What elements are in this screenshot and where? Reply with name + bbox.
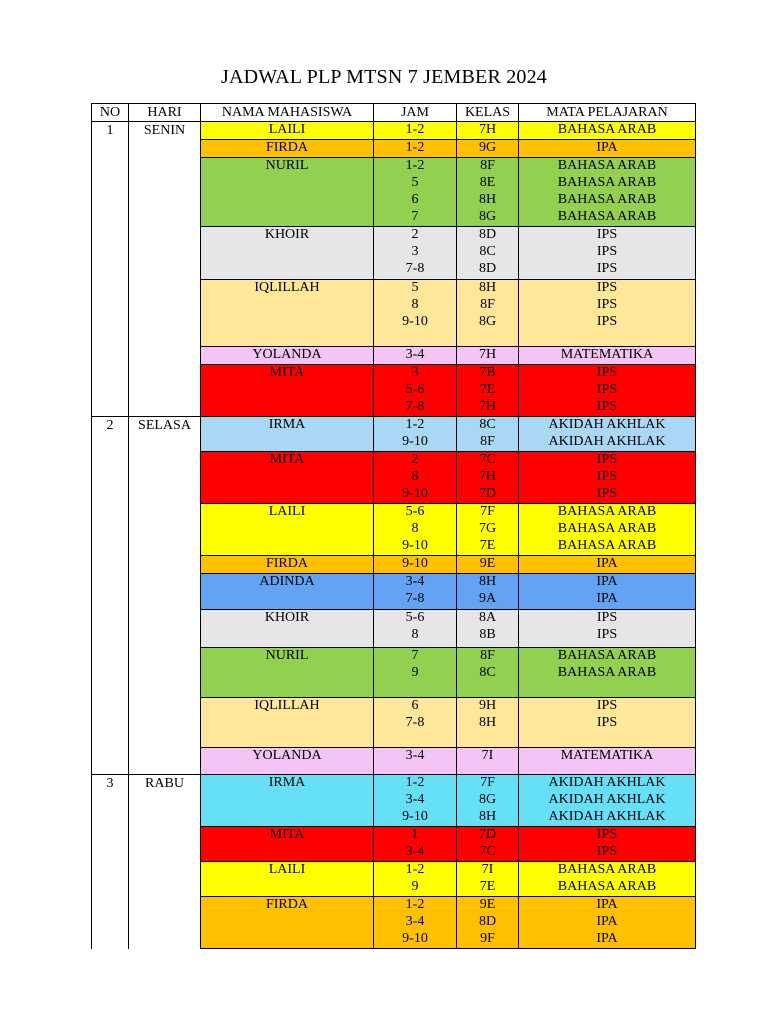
day-number: 2: [106, 418, 114, 433]
kelas-value: 8D: [478, 261, 497, 276]
mata-pelajaran-value: AKIDAH AKHLAK: [548, 792, 666, 807]
day-number-cell: [92, 417, 129, 775]
schedule-body: [92, 122, 696, 949]
kelas-value: 8F: [480, 648, 495, 663]
kelas-value: 8F: [480, 158, 495, 173]
kelas-value: 8H: [478, 192, 497, 207]
student-name-cell: [201, 556, 374, 574]
mata-pelajaran-value: AKIDAH AKHLAK: [548, 775, 666, 790]
kelas-cell: [457, 748, 519, 775]
kelas-value: 7H: [478, 122, 497, 137]
kelas-value: 7C: [479, 452, 496, 467]
jam-value: 1-2: [405, 775, 425, 790]
jam-value: 9-10: [402, 486, 428, 501]
mata-pelajaran-cell: [519, 748, 696, 775]
mata-pelajaran-cell: [519, 452, 696, 504]
jam-value: 5-6: [405, 610, 425, 625]
kelas-value: 8G: [478, 314, 497, 329]
student-name: IRMA: [268, 775, 306, 790]
student-name: MITA: [269, 365, 305, 380]
jam-cell: [374, 280, 457, 347]
mata-pelajaran-value: IPS: [596, 365, 618, 380]
mata-pelajaran-cell: [519, 227, 696, 280]
jam-value: 5-6: [405, 382, 425, 397]
student-name-cell: [201, 574, 374, 610]
mata-pelajaran-value: BAHASA ARAB: [557, 122, 657, 137]
student-name: KHOIR: [264, 610, 310, 625]
student-name-cell: [201, 504, 374, 556]
student-name: IQLILLAH: [254, 280, 320, 295]
kelas-cell: [457, 775, 519, 827]
mata-pelajaran-value: IPA: [596, 574, 618, 589]
jam-value: 2: [411, 227, 419, 242]
mata-pelajaran-value: IPA: [596, 914, 618, 929]
mata-pelajaran-cell: [519, 365, 696, 417]
mata-pelajaran-cell: [519, 504, 696, 556]
kelas-value: 9E: [479, 556, 496, 571]
jam-value: 5: [411, 280, 419, 295]
mata-pelajaran-value: IPS: [596, 610, 618, 625]
student-name-cell: [201, 748, 374, 775]
kelas-cell: [457, 648, 519, 698]
mata-pelajaran-value: BAHASA ARAB: [557, 504, 657, 519]
mata-pelajaran-cell: [519, 140, 696, 158]
student-name: LAILI: [268, 504, 306, 519]
jam-value: 1-2: [405, 140, 425, 155]
mata-pelajaran-value: IPS: [596, 698, 618, 713]
day-name-cell: [129, 775, 201, 949]
mata-pelajaran-cell: [519, 775, 696, 827]
jam-cell: [374, 574, 457, 610]
schedule-group-row: [92, 417, 696, 452]
mata-pelajaran-value: IPS: [596, 452, 618, 467]
kelas-value: 8E: [479, 175, 496, 190]
mata-pelajaran-cell: [519, 556, 696, 574]
mata-pelajaran-value: MATEMATIKA: [560, 347, 654, 362]
mata-pelajaran-value: IPS: [596, 382, 618, 397]
schedule-group-row: [92, 775, 696, 827]
mata-pelajaran-value: BAHASA ARAB: [557, 175, 657, 190]
kelas-cell: [457, 417, 519, 452]
student-name: NURIL: [265, 158, 309, 173]
jam-cell: [374, 417, 457, 452]
mata-pelajaran-cell: [519, 897, 696, 949]
jam-value: 9-10: [402, 931, 428, 946]
kelas-value: 7I: [481, 748, 494, 763]
jam-value: 2: [411, 452, 419, 467]
kelas-cell: [457, 556, 519, 574]
student-name: LAILI: [268, 122, 306, 137]
jam-cell: [374, 610, 457, 648]
header-no: NO: [92, 104, 129, 122]
mata-pelajaran-value: BAHASA ARAB: [557, 648, 657, 663]
student-name: IRMA: [268, 417, 306, 432]
jam-value: 1-2: [405, 897, 425, 912]
student-name-cell: [201, 648, 374, 698]
student-name-cell: [201, 610, 374, 648]
kelas-value: 9E: [479, 897, 496, 912]
kelas-value: 8B: [479, 627, 496, 642]
student-name-cell: [201, 280, 374, 347]
student-name-cell: [201, 698, 374, 748]
jam-value: 1: [411, 827, 419, 842]
mata-pelajaran-cell: [519, 827, 696, 862]
kelas-value: 7D: [478, 486, 497, 501]
jam-value: 8: [411, 297, 419, 312]
mata-pelajaran-value: IPS: [596, 244, 618, 259]
header-jam: JAM: [374, 104, 457, 122]
mata-pelajaran-value: AKIDAH AKHLAK: [548, 809, 666, 824]
student-name-cell: [201, 227, 374, 280]
mata-pelajaran-value: BAHASA ARAB: [557, 521, 657, 536]
kelas-value: 8C: [479, 244, 496, 259]
header-kelas: KELAS: [457, 104, 519, 122]
student-name-cell: [201, 452, 374, 504]
kelas-value: 8H: [478, 715, 497, 730]
kelas-cell: [457, 280, 519, 347]
kelas-cell: [457, 347, 519, 365]
mata-pelajaran-cell: [519, 648, 696, 698]
jam-cell: [374, 158, 457, 227]
kelas-value: 8D: [478, 914, 497, 929]
day-name: RABU: [145, 776, 184, 791]
kelas-value: 8F: [480, 434, 495, 449]
mata-pelajaran-value: IPS: [596, 844, 618, 859]
header-nama-mahasiswa: NAMA MAHASISWA: [201, 104, 374, 122]
jam-cell: [374, 122, 457, 140]
jam-value: 9: [411, 665, 419, 680]
mata-pelajaran-value: BAHASA ARAB: [557, 862, 657, 877]
kelas-cell: [457, 698, 519, 748]
mata-pelajaran-value: IPS: [596, 314, 618, 329]
jam-value: 8: [411, 521, 419, 536]
mata-pelajaran-cell: [519, 347, 696, 365]
kelas-value: 8C: [479, 665, 496, 680]
mata-pelajaran-value: IPA: [596, 897, 618, 912]
day-name-cell: [129, 417, 201, 775]
kelas-value: 9H: [478, 698, 497, 713]
table-header-row: [92, 104, 696, 122]
student-name: LAILI: [268, 862, 306, 877]
student-name-cell: [201, 347, 374, 365]
kelas-value: 8H: [478, 574, 497, 589]
mata-pelajaran-value: BAHASA ARAB: [557, 538, 657, 553]
mata-pelajaran-value: BAHASA ARAB: [557, 879, 657, 894]
kelas-value: 9G: [478, 140, 497, 155]
student-name-cell: [201, 158, 374, 227]
kelas-value: 7H: [478, 469, 497, 484]
kelas-value: 7E: [479, 879, 496, 894]
jam-cell: [374, 227, 457, 280]
mata-pelajaran-cell: [519, 574, 696, 610]
kelas-cell: [457, 862, 519, 897]
kelas-cell: [457, 365, 519, 417]
student-name: KHOIR: [264, 227, 310, 242]
kelas-value: 9F: [480, 931, 495, 946]
jam-cell: [374, 897, 457, 949]
student-name-cell: [201, 140, 374, 158]
jam-value: 3-4: [405, 914, 425, 929]
mata-pelajaran-cell: [519, 417, 696, 452]
mata-pelajaran-value: IPA: [596, 556, 618, 571]
day-name-cell: [129, 122, 201, 417]
kelas-value: 8H: [478, 280, 497, 295]
jam-value: 7-8: [405, 591, 425, 606]
kelas-value: 7E: [479, 538, 496, 553]
mata-pelajaran-value: AKIDAH AKHLAK: [548, 417, 666, 432]
jam-value: 9: [411, 879, 419, 894]
student-name: FIRDA: [265, 140, 308, 155]
kelas-cell: [457, 610, 519, 648]
jam-cell: [374, 698, 457, 748]
kelas-cell: [457, 574, 519, 610]
jam-value: 1-2: [405, 122, 425, 137]
jam-value: 3: [411, 365, 419, 380]
student-name-cell: [201, 417, 374, 452]
jam-value: 7-8: [405, 399, 425, 414]
kelas-value: 8A: [478, 610, 497, 625]
jam-cell: [374, 748, 457, 775]
kelas-value: 8G: [478, 792, 497, 807]
kelas-cell: [457, 452, 519, 504]
jam-value: 3-4: [405, 792, 425, 807]
kelas-value: 7E: [479, 382, 496, 397]
mata-pelajaran-cell: [519, 698, 696, 748]
kelas-value: 7I: [481, 862, 494, 877]
kelas-value: 7G: [478, 521, 497, 536]
kelas-value: 7F: [480, 775, 495, 790]
jam-value: 9-10: [402, 434, 428, 449]
jam-value: 6: [411, 698, 419, 713]
student-name-cell: [201, 775, 374, 827]
student-name: YOLANDA: [252, 748, 322, 763]
student-name: MITA: [269, 452, 305, 467]
mata-pelajaran-value: IPA: [596, 931, 618, 946]
kelas-value: 7F: [480, 504, 495, 519]
mata-pelajaran-value: IPS: [596, 486, 618, 501]
kelas-value: 8H: [478, 809, 497, 824]
jam-value: 9-10: [402, 809, 428, 824]
jam-value: 6: [411, 192, 419, 207]
student-name: YOLANDA: [252, 347, 322, 362]
jam-value: 9-10: [402, 538, 428, 553]
mata-pelajaran-value: BAHASA ARAB: [557, 158, 657, 173]
jam-value: 3-4: [405, 748, 425, 763]
kelas-value: 7H: [478, 347, 497, 362]
mata-pelajaran-value: IPA: [596, 591, 618, 606]
jam-value: 9-10: [402, 556, 428, 571]
student-name-cell: [201, 897, 374, 949]
kelas-value: 7B: [479, 365, 496, 380]
jam-value: 7-8: [405, 261, 425, 276]
student-name-cell: [201, 122, 374, 140]
jam-value: 3-4: [405, 347, 425, 362]
mata-pelajaran-value: IPS: [596, 297, 618, 312]
jam-cell: [374, 862, 457, 897]
mata-pelajaran-value: MATEMATIKA: [560, 748, 654, 763]
mata-pelajaran-value: IPA: [596, 140, 618, 155]
student-name-cell: [201, 365, 374, 417]
jam-value: 5-6: [405, 504, 425, 519]
jam-cell: [374, 504, 457, 556]
jam-cell: [374, 827, 457, 862]
kelas-value: 9A: [478, 591, 497, 606]
jam-value: 8: [411, 469, 419, 484]
kelas-value: 7D: [478, 827, 497, 842]
mata-pelajaran-value: BAHASA ARAB: [557, 192, 657, 207]
mata-pelajaran-cell: [519, 280, 696, 347]
student-name: FIRDA: [265, 897, 308, 912]
kelas-cell: [457, 504, 519, 556]
page-title: JADWAL PLP MTSN 7 JEMBER 2024: [220, 66, 547, 88]
jam-value: 3-4: [405, 574, 425, 589]
kelas-cell: [457, 140, 519, 158]
day-number-cell: [92, 775, 129, 949]
jam-value: 1-2: [405, 417, 425, 432]
jam-value: 5: [411, 175, 419, 190]
mata-pelajaran-cell: [519, 610, 696, 648]
student-name: NURIL: [265, 648, 309, 663]
schedule-table: [91, 103, 696, 949]
mata-pelajaran-value: IPS: [596, 280, 618, 295]
schedule-group-row: [92, 122, 696, 140]
jam-value: 3-4: [405, 844, 425, 859]
mata-pelajaran-value: IPS: [596, 261, 618, 276]
mata-pelajaran-value: IPS: [596, 469, 618, 484]
student-name: FIRDA: [265, 556, 308, 571]
mata-pelajaran-value: IPS: [596, 827, 618, 842]
jam-value: 8: [411, 627, 419, 642]
jam-value: 7: [411, 648, 419, 663]
jam-cell: [374, 365, 457, 417]
mata-pelajaran-value: AKIDAH AKHLAK: [548, 434, 666, 449]
jam-value: 3: [411, 244, 419, 259]
kelas-cell: [457, 158, 519, 227]
jam-cell: [374, 347, 457, 365]
student-name: MITA: [269, 827, 305, 842]
jam-cell: [374, 452, 457, 504]
kelas-value: 8F: [480, 297, 495, 312]
mata-pelajaran-value: IPS: [596, 715, 618, 730]
header-mata-pelajaran: MATA PELAJARAN: [519, 104, 696, 122]
kelas-value: 8C: [479, 417, 496, 432]
day-number-cell: [92, 122, 129, 417]
mata-pelajaran-cell: [519, 158, 696, 227]
jam-value: 7-8: [405, 715, 425, 730]
jam-cell: [374, 775, 457, 827]
jam-cell: [374, 140, 457, 158]
day-name: SENIN: [143, 123, 186, 138]
mata-pelajaran-value: IPS: [596, 627, 618, 642]
student-name-cell: [201, 827, 374, 862]
jam-cell: [374, 648, 457, 698]
kelas-cell: [457, 827, 519, 862]
jam-value: 1-2: [405, 158, 425, 173]
jam-value: 1-2: [405, 862, 425, 877]
kelas-cell: [457, 122, 519, 140]
header-hari: HARI: [129, 104, 201, 122]
student-name: IQLILLAH: [254, 698, 320, 713]
day-number: 3: [106, 776, 114, 791]
student-name-cell: [201, 862, 374, 897]
kelas-value: 7H: [478, 399, 497, 414]
mata-pelajaran-cell: [519, 862, 696, 897]
mata-pelajaran-value: IPS: [596, 227, 618, 242]
mata-pelajaran-value: IPS: [596, 399, 618, 414]
kelas-value: 7C: [479, 844, 496, 859]
student-name: ADINDA: [259, 574, 315, 589]
jam-cell: [374, 556, 457, 574]
mata-pelajaran-value: BAHASA ARAB: [557, 665, 657, 680]
day-name: SELASA: [138, 418, 191, 433]
mata-pelajaran-cell: [519, 122, 696, 140]
kelas-value: 8G: [478, 209, 497, 224]
mata-pelajaran-value: BAHASA ARAB: [557, 209, 657, 224]
kelas-cell: [457, 227, 519, 280]
kelas-value: 8D: [478, 227, 497, 242]
kelas-cell: [457, 897, 519, 949]
jam-value: 7: [411, 209, 419, 224]
day-number: 1: [106, 123, 114, 138]
jam-value: 9-10: [402, 314, 428, 329]
